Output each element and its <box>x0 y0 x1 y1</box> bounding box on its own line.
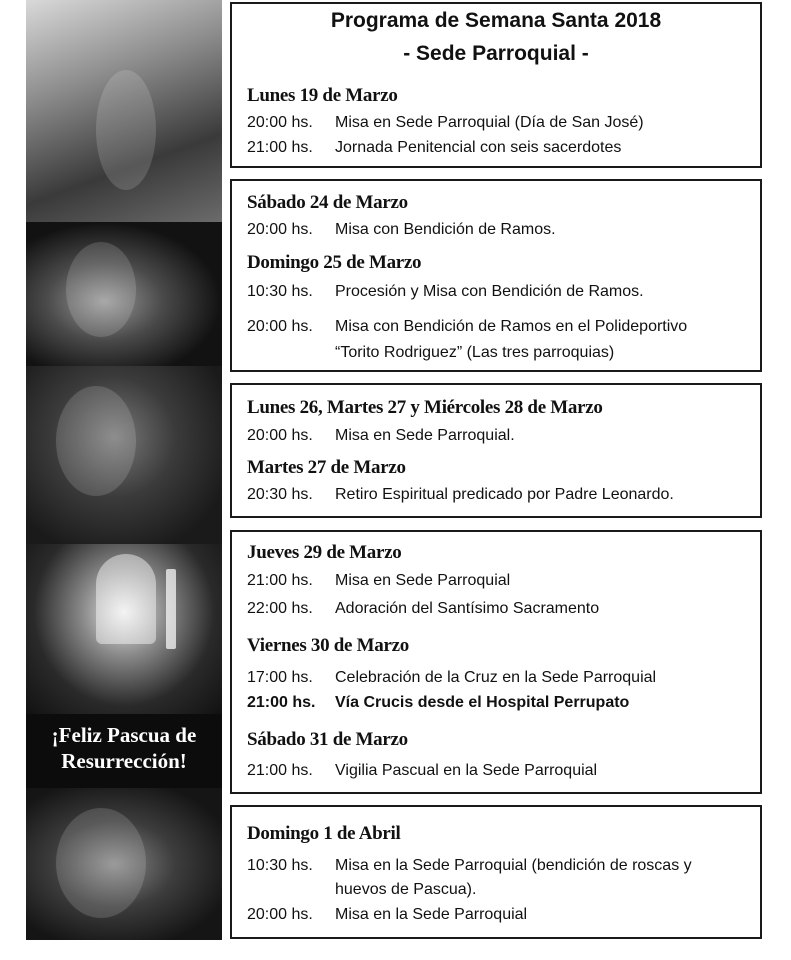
day-heading: Viernes 30 de Marzo <box>247 635 409 656</box>
event-description-continued: “Torito Rodriguez” (Las tres parroquias) <box>335 344 615 361</box>
photo-jesus-profile <box>26 788 222 940</box>
photo-palm-sunday-entry <box>26 0 222 222</box>
day-heading: Domingo 25 de Marzo <box>247 252 422 273</box>
event-time: 21:00 hs. <box>247 762 313 779</box>
event-time: 20:00 hs. <box>247 906 313 923</box>
event-description: Procesión y Misa con Bendición de Ramos. <box>335 283 644 300</box>
event-time: 22:00 hs. <box>247 600 313 617</box>
photo-pope-with-candle <box>26 544 222 714</box>
event-description: Retiro Espiritual predicado por Padre Leonardo. <box>335 486 674 503</box>
page-subtitle: - Sede Parroquial - <box>403 42 589 65</box>
event-description: Vigilia Pascual en la Sede Parroquial <box>335 762 598 779</box>
photo-carrying-cross <box>26 366 222 544</box>
event-description: Misa con Bendición de Ramos en el Polideportivo <box>335 318 688 335</box>
event-description: Misa en la Sede Parroquial (bendición de roscas y <box>335 857 692 874</box>
event-description-continued: huevos de Pascua). <box>335 881 477 898</box>
event-time: 20:00 hs. <box>247 221 313 238</box>
event-time: 10:30 hs. <box>247 283 313 300</box>
schedule-box-1 <box>230 2 762 168</box>
event-time: 21:00 hs. <box>247 139 313 156</box>
day-heading: Sábado 31 de Marzo <box>247 729 408 750</box>
event-time: 21:00 hs. <box>247 694 316 711</box>
day-heading: Sábado 24 de Marzo <box>247 192 408 213</box>
day-heading: Lunes 19 de Marzo <box>247 85 398 106</box>
schedule-box-3 <box>230 383 762 518</box>
greeting-banner <box>26 714 222 788</box>
page-title: Programa de Semana Santa 2018 <box>330 9 662 32</box>
schedule-box-5 <box>230 805 762 939</box>
day-heading: Martes 27 de Marzo <box>247 457 406 478</box>
event-time: 20:00 hs. <box>247 427 313 444</box>
greeting-line-1: ¡Feliz Pascua de <box>51 723 197 747</box>
event-time: 21:00 hs. <box>247 572 313 589</box>
event-description: Misa en la Sede Parroquial <box>335 906 528 923</box>
photo-jesus-portrait <box>26 222 222 366</box>
event-description: Misa con Bendición de Ramos. <box>335 221 556 238</box>
event-time: 20:30 hs. <box>247 486 313 503</box>
day-heading: Domingo 1 de Abril <box>247 823 401 844</box>
event-time: 10:30 hs. <box>247 857 313 874</box>
event-time: 17:00 hs. <box>247 669 313 686</box>
event-description: Adoración del Santísimo Sacramento <box>335 600 600 617</box>
event-time: 20:00 hs. <box>247 318 313 335</box>
schedule-box-4 <box>230 530 762 794</box>
schedule-box-2 <box>230 179 762 372</box>
day-heading: Lunes 26, Martes 27 y Miércoles 28 de Marzo <box>247 397 603 418</box>
day-heading: Jueves 29 de Marzo <box>247 542 402 563</box>
event-description: Misa en Sede Parroquial <box>335 572 511 589</box>
event-description: Vía Crucis desde el Hospital Perrupato <box>335 694 630 711</box>
event-time: 20:00 hs. <box>247 114 313 131</box>
event-description: Misa en Sede Parroquial. <box>335 427 515 444</box>
event-description: Misa en Sede Parroquial (Día de San José) <box>335 114 644 131</box>
greeting-line-2: Resurrección! <box>61 749 187 773</box>
event-description: Celebración de la Cruz en la Sede Parroquial <box>335 669 657 686</box>
event-description: Jornada Penitencial con seis sacerdotes <box>335 139 622 156</box>
